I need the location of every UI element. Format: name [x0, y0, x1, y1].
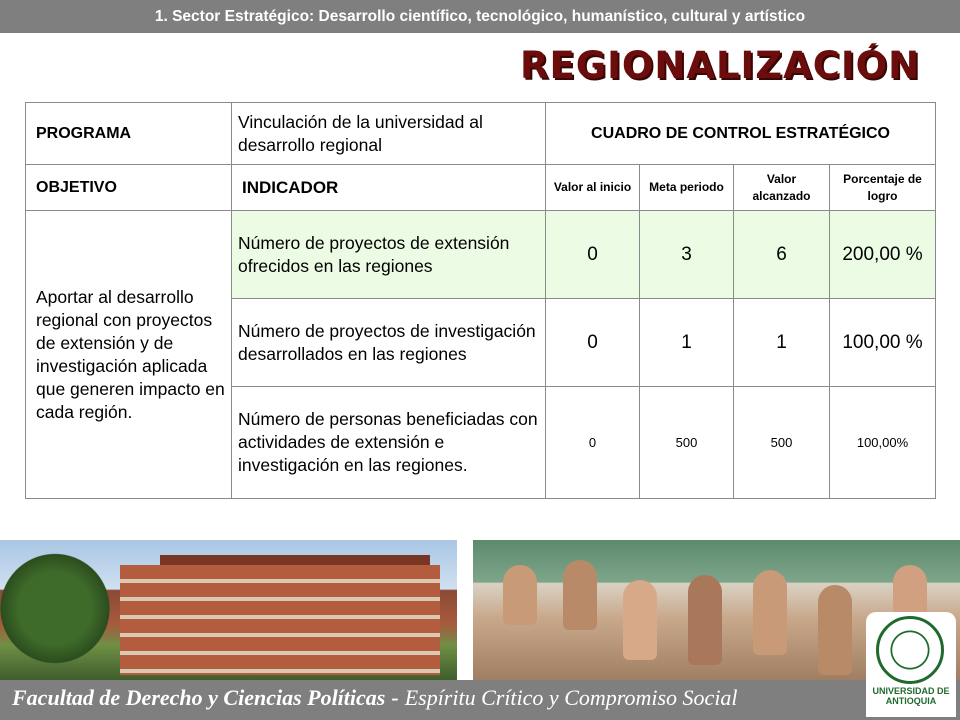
porcentaje-logro-cell: 100,00 %	[830, 299, 936, 387]
objetivo-label: OBJETIVO	[26, 165, 232, 211]
sector-text: 1. Sector Estratégico: Desarrollo científico, tecnológico, humanístico, cultural y artístico	[154, 8, 806, 25]
indicador-cell: Número de proyectos de investigación desarrollados en las regiones	[232, 299, 546, 387]
student-figure	[623, 580, 657, 660]
valor-inicio-cell: 0	[546, 299, 640, 387]
valor-inicio-cell: 0	[546, 387, 640, 499]
porcentaje-logro-cell: 200,00 %	[830, 211, 936, 299]
sector-banner	[0, 0, 960, 33]
meta-periodo-cell: 500	[640, 387, 734, 499]
objetivo-text: Aportar al desarrollo regional con proyectos de extensión y de investigación aplicada que generen impacto en cada región.	[26, 211, 232, 499]
student-figure	[688, 575, 722, 665]
student-figure	[818, 585, 852, 675]
university-logo	[866, 612, 956, 717]
valor-alcanzado-cell: 1	[734, 299, 830, 387]
student-figure	[503, 565, 537, 625]
footer-dash: -	[391, 685, 399, 710]
table-row	[26, 103, 936, 165]
university-name: UNIVERSIDAD DE ANTIOQUIA	[872, 686, 950, 706]
campus-building-photo	[0, 540, 457, 680]
valor-inicio-cell: 0	[546, 211, 640, 299]
programa-value: Vinculación de la universidad al desarrollo regional	[232, 103, 546, 165]
indicador-cell: Número de proyectos de extensión ofrecidos en las regiones	[232, 211, 546, 299]
faculty-name: Facultad de Derecho y Ciencias Políticas	[12, 685, 386, 710]
cuadro-control-heading: CUADRO DE CONTROL ESTRATÉGICO	[546, 103, 936, 165]
col-meta-periodo: Meta periodo	[640, 165, 734, 211]
control-table	[25, 102, 936, 499]
col-valor-inicio: Valor al inicio	[546, 165, 640, 211]
porcentaje-logro-cell: 100,00%	[830, 387, 936, 499]
page-title: REGIONALIZACIÓN	[520, 44, 921, 87]
building-shape	[120, 565, 440, 675]
valor-alcanzado-cell: 6	[734, 211, 830, 299]
programa-label: PROGRAMA	[26, 103, 232, 165]
indicador-label: INDICADOR	[232, 165, 546, 211]
tree-shape	[0, 550, 110, 680]
university-seal-icon	[876, 616, 944, 684]
student-figure	[753, 570, 787, 655]
footer-text	[12, 685, 738, 711]
meta-periodo-cell: 3	[640, 211, 734, 299]
table-row	[26, 211, 936, 299]
faculty-slogan: Espíritu Crítico y Compromiso Social	[404, 685, 738, 710]
student-figure	[563, 560, 597, 630]
valor-alcanzado-cell: 500	[734, 387, 830, 499]
indicador-cell: Número de personas beneficiadas con actividades de extensión e investigación en las regiones.	[232, 387, 546, 499]
col-porcentaje-logro: Porcentaje de logro	[830, 165, 936, 211]
col-valor-alcanzado: Valor alcanzado	[734, 165, 830, 211]
table-row	[26, 165, 936, 211]
meta-periodo-cell: 1	[640, 299, 734, 387]
